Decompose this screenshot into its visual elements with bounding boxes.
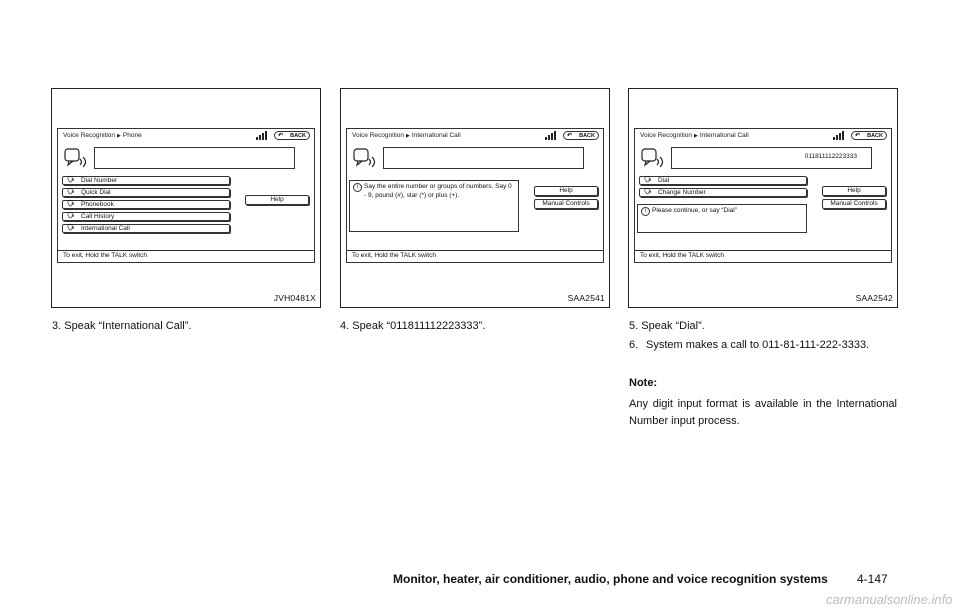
breadcrumb-item: Phone [122,132,142,139]
step-number: 4. [340,320,350,332]
figure-label: SAA2542 [855,293,893,303]
back-label: BACK [867,133,883,139]
help-button[interactable]: Help [534,186,598,196]
menu-item-label: Call History [81,213,115,220]
back-arrow-icon: ↶ [855,133,861,139]
breadcrumb-arrow-icon: ▶ [406,133,410,139]
manual-controls-button[interactable]: Manual Controls [534,199,598,209]
back-button[interactable] [274,131,310,140]
prompt-message: Say the entire number or groups of numbers. Say 0 - 9, pound (#), star (*) or plus (+). [364,183,512,199]
breadcrumb-item: Voice Recognition [63,132,116,139]
voice-recognition-icon [63,147,89,173]
back-label: BACK [579,133,595,139]
prompt-message-box [637,204,807,233]
number-entry-field [383,147,584,169]
prompt-message-box [349,180,519,232]
step-text: System makes a call to 011-81-111-222-3333. [646,339,870,351]
step-3 [52,319,191,334]
exit-instruction: To exit, Hold the TALK switch [635,250,891,262]
menu-item-label: International Call [81,225,130,232]
breadcrumb-arrow-icon: ▶ [694,133,698,139]
help-button[interactable]: Help [822,186,886,196]
help-button[interactable]: Help [245,195,309,205]
menu-item-label: Phonebook [81,201,114,208]
display-screen [346,128,604,263]
voice-recognition-icon [352,147,378,173]
back-button[interactable] [851,131,887,140]
number-entry-field [94,147,295,169]
prompt-message: Please continue, or say “Dial” [652,207,737,214]
section-title: Monitor, heater, air conditioner, audio, phone and voice recognition systems [393,572,828,586]
step-6 [629,338,897,353]
figure-label: JVH0481X [273,293,316,303]
note-title: Note: [629,377,658,389]
display-screen [57,128,315,263]
breadcrumb-item: Voice Recognition [640,132,693,139]
breadcrumb [352,132,461,139]
signal-strength-icon [833,131,845,140]
back-arrow-icon: ↶ [278,133,284,139]
step-text: Speak “Dial”. [641,320,705,332]
breadcrumb [63,132,142,139]
step-5 [629,319,705,334]
step-number: 3. [52,320,62,332]
voice-recognition-icon [640,147,666,173]
signal-strength-icon [545,131,557,140]
figure-panel-3 [628,88,898,308]
voice-command-icon: 🗣 [67,189,75,195]
back-button[interactable] [563,131,599,140]
step-number: 6. [629,339,639,351]
figure-panel-1 [51,88,321,308]
breadcrumb-item: International Call [411,132,461,139]
step-text: Speak “011811112223333”. [352,320,486,332]
menu-item-label: Dial Number [81,177,118,184]
figure-label: SAA2541 [567,293,605,303]
menu-item-international-call[interactable] [62,224,230,233]
menu-item-label: Change Number [658,189,706,196]
manual-controls-button[interactable]: Manual Controls [822,199,886,209]
voice-command-icon: 🗣 [644,177,652,183]
back-label: BACK [290,133,306,139]
voice-command-icon: 🗣 [67,177,75,183]
breadcrumb-arrow-icon: ▶ [117,133,121,139]
menu-item-quick-dial[interactable] [62,188,230,197]
display-screen [634,128,892,263]
watermark: carmanualsonline.info [826,592,953,607]
info-icon: i [641,207,650,216]
figure-panel-2 [340,88,610,308]
menu-item-change-number[interactable] [639,188,807,197]
breadcrumb-item: Voice Recognition [352,132,405,139]
exit-instruction: To exit, Hold the TALK switch [58,250,314,262]
voice-command-icon: 🗣 [67,213,75,219]
step-text: Speak “International Call”. [64,320,192,332]
step-4 [340,319,485,334]
menu-item-dial-number[interactable] [62,176,230,185]
menu-item-label: Quick Dial [81,189,111,196]
step-number: 5. [629,320,639,332]
page-number: 4-147 [857,572,888,586]
menu-item-dial[interactable] [639,176,807,185]
menu-item-phonebook[interactable] [62,200,230,209]
number-entry-field: 011811112223333 [671,147,872,169]
breadcrumb-item: International Call [699,132,749,139]
voice-command-icon: 🗣 [67,201,75,207]
menu-item-label: Dial [658,177,670,184]
back-arrow-icon: ↶ [567,133,573,139]
note-body: Any digit input format is available in the International Number input process. [629,398,897,427]
exit-instruction: To exit, Hold the TALK switch [347,250,603,262]
info-icon: i [353,183,362,192]
breadcrumb [640,132,749,139]
voice-command-icon: 🗣 [67,225,75,231]
voice-command-icon: 🗣 [644,189,652,195]
signal-strength-icon [256,131,268,140]
menu-item-call-history[interactable] [62,212,230,221]
